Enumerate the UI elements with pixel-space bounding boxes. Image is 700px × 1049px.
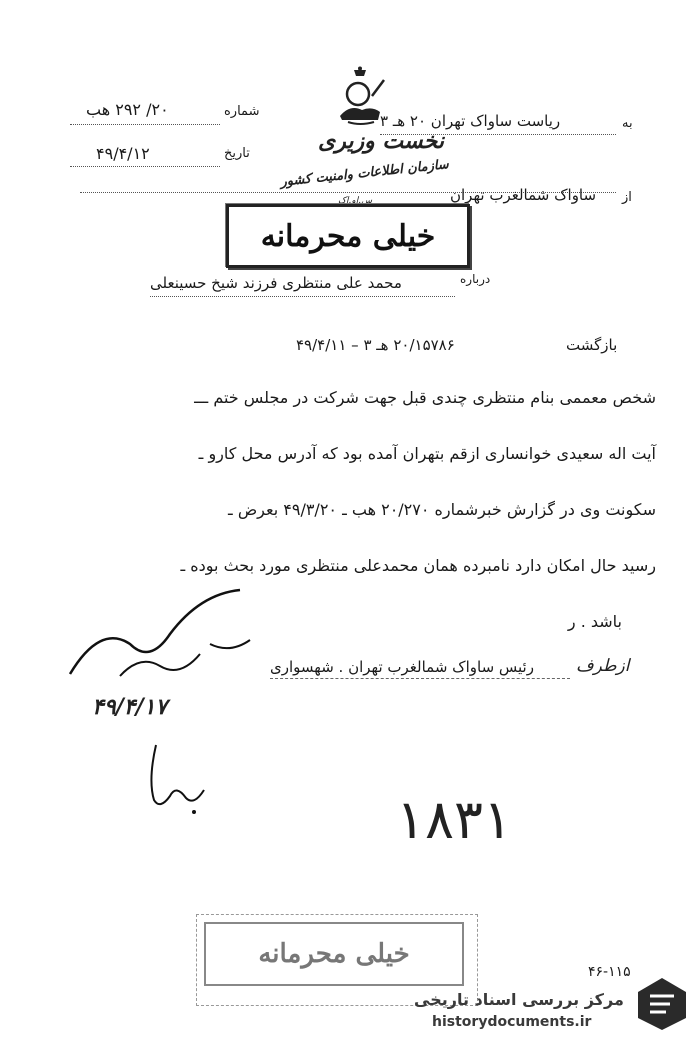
classification-stamp (226, 204, 470, 268)
reference-value: ۲۰/۱۵۷۸۶ هـ ۳ – ۴۹/۴/۱۱ (296, 336, 455, 354)
signature-title-line (270, 678, 570, 679)
letter-date-label: تاریخ (224, 146, 250, 161)
letter-number-line (70, 124, 220, 125)
signature-title: رئیس ساواک شمالغرب تهران . شهسواری (270, 658, 534, 676)
signature-prefix: ازطرف (576, 656, 630, 676)
archive-watermark-title: مرکز بررسی اسناد تاریخی (414, 990, 624, 1009)
document-code: ۴۶-۱۱۵ (588, 964, 631, 980)
body-line-1: شخص معممی بنام منتظری چندی قبل جهت شرکت در مجلس ختم ـــ (194, 388, 656, 407)
letter-number-label: شماره (224, 104, 260, 119)
bottom-classification-stamp-text: خیلی محرمانه (258, 939, 410, 969)
signature-date: ۴۹/۴/۱۷ (92, 694, 168, 720)
letter-date-value: ۴۹/۴/۱۲ (96, 144, 150, 163)
sender-value: ساواک شمالغرب تهران (450, 186, 597, 204)
archive-watermark-url: historydocuments.ir (432, 1014, 592, 1030)
subject-label: درباره (460, 272, 491, 286)
body-line-3: سکونت وی در گزارش خبرشماره ۲۰/۲۷۰ هب ـ ۴۹/۳/۲۰ بعرض ـ (228, 500, 656, 519)
organization-title: سازمان اطلاعات وامنیت کشور (279, 157, 450, 190)
ministry-title: نخست وزیری (318, 128, 444, 154)
subject-line (150, 296, 455, 297)
letter-number-value: ۲۰/ ۲۹۲ هب (86, 100, 169, 119)
reference-label: بازگشت (566, 336, 618, 354)
handwritten-signature (60, 584, 260, 694)
subject-text: محمد علی منتظری فرزند شیخ حسینعلی (150, 274, 402, 292)
archive-watermark-logo (636, 976, 688, 1032)
recipient-line (380, 134, 616, 135)
handwritten-number: ۱۸۳۱ (396, 788, 513, 851)
body-line-2: آیت اله سعیدی خوانساری ازقم بتهران آمده بود که آدرس محل کارو ـ (198, 444, 656, 463)
recipient-value: ریاست ساواک تهران ۲۰ هـ ۳ (380, 112, 561, 130)
bottom-classification-stamp (204, 922, 464, 986)
sender-label: از (622, 190, 632, 205)
body-line-4: رسید حال امکان دارد نامبرده همان محمدعلی منتظری مورد بحث بوده ـ (180, 556, 656, 575)
initials-scribble (146, 740, 216, 820)
recipient-label: به (622, 116, 633, 131)
organization-abbrev: س.او.اک (338, 196, 373, 206)
letter-date-line (70, 166, 220, 167)
classification-stamp-text: خیلی محرمانه (260, 218, 436, 254)
body-line-5: باشد . ر (567, 612, 622, 631)
